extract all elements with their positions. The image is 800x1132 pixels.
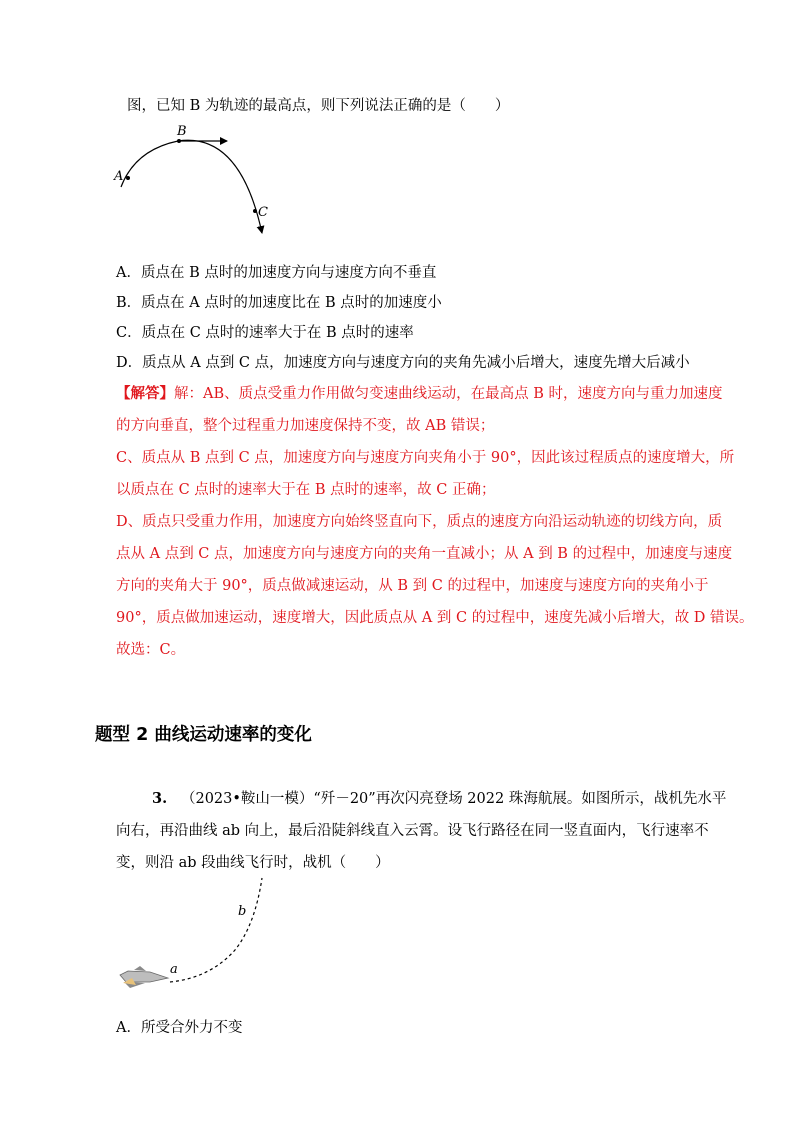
- label-b-lower: b: [238, 904, 247, 919]
- answer-line-8: 90°，质点做加速运动，速度增大，因此质点从 A 到 C 的过程中，速度先减小后增大，故 D 错误。: [116, 610, 754, 626]
- answer-line-5: D、质点只受重力作用，加速度方向始终竖直向下，质点的速度方向沿运动轨迹的切线方向，质: [116, 514, 723, 530]
- answer-line-7: 方向的夹角大于 90°，质点做减速运动，从 B 到 C 的过程中，加速度与速度方向的夹角小于: [116, 578, 709, 594]
- q3-stem-line-2: 向右，再沿曲线 ab 向上，最后沿陡斜线直入云霄。设飞行路径在同一竖直面内，飞行速率不: [116, 823, 709, 839]
- label-a: A: [114, 169, 124, 184]
- answer-line-9: 故选：C。: [116, 642, 186, 658]
- q2-option-d: D．质点从 A 点到 C 点，加速度方向与速度方向的夹角先减小后增大，速度先增大后减小: [116, 355, 690, 371]
- q3-number: 3.: [152, 790, 168, 807]
- fighter-jet-icon: [120, 966, 168, 988]
- answer-line-2: 的方向垂直，整个过程重力加速度保持不变，故 AB 错误；: [116, 418, 495, 434]
- label-c: C: [258, 205, 268, 220]
- q3-option-a: A．所受合外力不变: [116, 1020, 243, 1036]
- flight-path-curve: [170, 878, 262, 982]
- answer-line-4: 以质点在 C 点时的速率大于在 B 点时的速率，故 C 正确；: [116, 482, 496, 498]
- label-a-lower: a: [170, 962, 178, 977]
- q2-stem: 图，已知 B 为轨迹的最高点，则下列说法正确的是（ ）: [127, 98, 510, 114]
- answer-line-3: C、质点从 B 点到 C 点，加速度方向与速度方向夹角小于 90°，因此该过程质点的速度增大，所: [116, 450, 735, 466]
- label-b: B: [177, 124, 187, 139]
- q2-option-a: A．质点在 B 点时的加速度方向与速度方向不垂直: [116, 265, 437, 281]
- q2-option-c: C．质点在 C 点时的速率大于在 B 点时的速率: [116, 325, 414, 341]
- q2-option-b: B．质点在 A 点时的加速度比在 B 点时的加速度小: [116, 295, 442, 311]
- section-title: 题型 2 曲线运动速率的变化: [95, 725, 312, 745]
- q3-stem-line-3: 变，则沿 ab 段曲线飞行时，战机（ ）: [116, 855, 390, 871]
- answer-tag: 【解答】: [116, 385, 174, 402]
- q3-stem-line-1: 3. （2023•鞍山一模）“歼－20”再次闪亮登场 2022 珠海航展。如图所示，战机先水平: [152, 790, 727, 807]
- answer-line-1: 【解答】解：AB、质点受重力作用做匀变速曲线运动，在最高点 B 时，速度方向与重力加速度: [116, 385, 723, 402]
- answer-line-6: 点从 A 点到 C 点，加速度方向与速度方向的夹角一直减小；从 A 到 B 的过程中，加速度与速度: [116, 546, 733, 562]
